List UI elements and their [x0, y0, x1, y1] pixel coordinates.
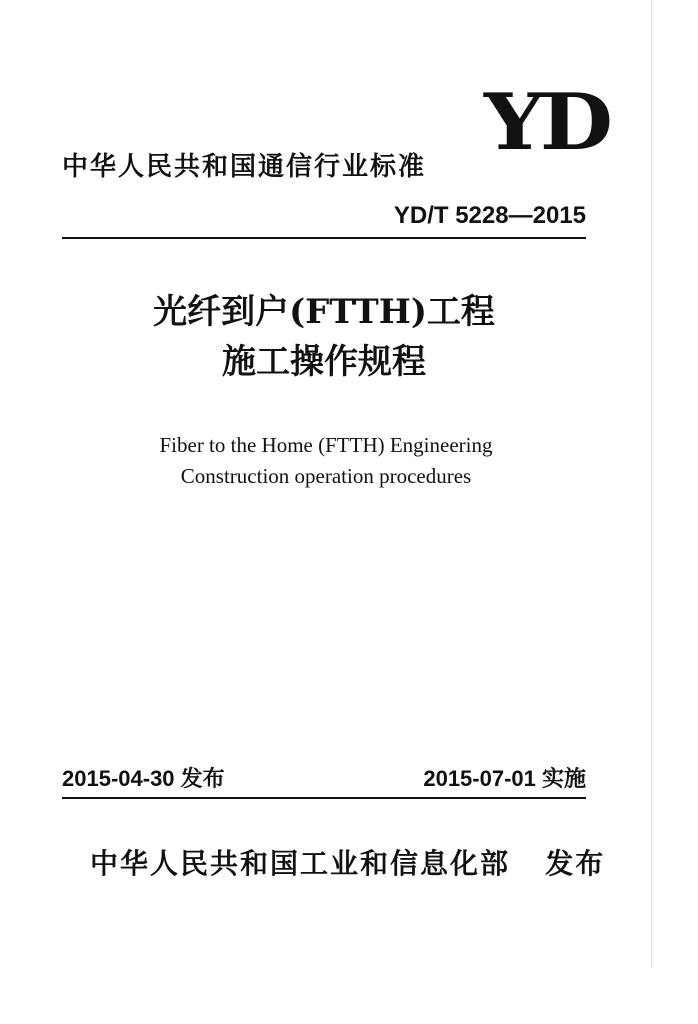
- title-cn-line1: 光纤到户(FTTH)工程: [153, 292, 495, 332]
- implementation-date: 2015-07-01 实施: [423, 766, 586, 791]
- title-en-line1: Fiber to the Home (FTTH) Engineering: [159, 433, 493, 457]
- top-divider: [62, 237, 586, 239]
- yd-logo: YD: [484, 77, 609, 168]
- publisher: 中华人民共和国工业和信息化部 发布: [90, 847, 606, 880]
- bottom-divider: [62, 797, 586, 799]
- standard-code: YD/T 5228—2015: [393, 202, 586, 229]
- title-en-line2: Construction operation procedures: [180, 464, 472, 488]
- industry-standard-label: 中华人民共和国通信行业标准: [62, 152, 427, 182]
- issue-date: 2015-04-30 发布: [62, 766, 225, 791]
- title-cn-line2: 施工操作规程: [222, 342, 426, 382]
